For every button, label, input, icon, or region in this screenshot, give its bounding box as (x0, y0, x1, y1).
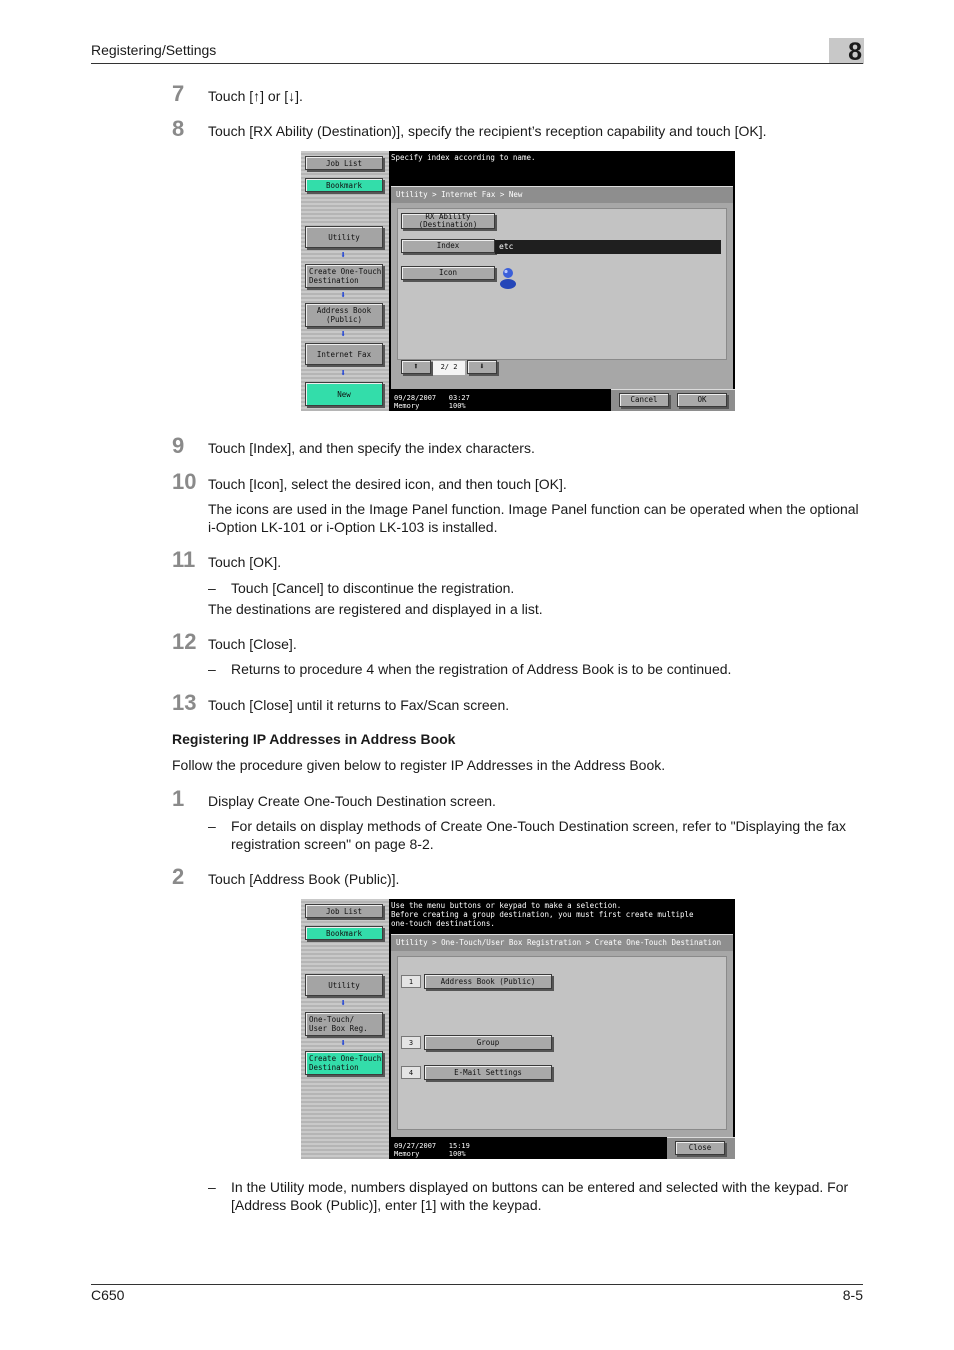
create-dest-button[interactable]: Create One-Touch Destination (305, 264, 383, 288)
chapter-number: 8 (829, 38, 864, 64)
left-panel (301, 151, 389, 411)
header-rule (91, 63, 863, 64)
icon-button[interactable]: Icon (401, 266, 495, 280)
screen-message: Use the menu buttons or keypad to make a selection. Before creating a group destination, you must first create multiple one-touch destinations. (391, 901, 694, 928)
screenshot-index-setting (301, 151, 735, 411)
bookmark-button[interactable]: Bookmark (305, 178, 383, 192)
step-number: 7 (172, 81, 185, 106)
step-text: Touch [Index], and then specify the index characters. (208, 440, 535, 456)
email-settings-button[interactable]: E-Mail Settings (424, 1065, 552, 1080)
step-bullet: – In the Utility mode, numbers displayed on buttons can be entered and selected with the keypad. For [Address Book (Public)], enter [1] with the keypad. (208, 1179, 849, 1213)
index-value-field[interactable]: etc (495, 240, 721, 254)
step-number: 10 (172, 469, 197, 494)
step-text: Touch [Address Book (Public)]. (208, 871, 400, 887)
step-number: 13 (172, 690, 197, 715)
step-text: Touch [Close] until it returns to Fax/Scan screen. (208, 697, 510, 713)
step-number: 11 (172, 547, 196, 572)
index-button[interactable]: Index (401, 239, 495, 253)
item-number: 4 (401, 1066, 421, 1079)
settings-area (397, 208, 727, 360)
step-text: Touch [↑] or [↓]. (208, 88, 303, 104)
rx-ability-button[interactable]: RX Ability (Destination) (401, 213, 495, 229)
up-arrow-button[interactable]: ⬆ (401, 360, 431, 374)
down-arrow-icon: ⬇ (340, 329, 347, 340)
new-button[interactable]: New (305, 382, 383, 406)
step-number: 2 (172, 864, 185, 889)
job-list-button[interactable]: Job List (305, 156, 383, 170)
address-book-public-button[interactable]: Address Book (Public) (424, 974, 552, 989)
breadcrumb: Utility > Internet Fax > New (391, 186, 733, 203)
step-number: 8 (172, 116, 185, 141)
footer-page-number: 8-5 (842, 1287, 863, 1303)
down-arrow-icon: ⬇ (340, 1038, 347, 1049)
utility-button[interactable]: Utility (305, 226, 383, 248)
running-header: Registering/Settings (91, 42, 217, 58)
section-heading: Registering IP Addresses in Address Book (172, 731, 456, 747)
step-text: Touch [Icon], select the desired icon, and then touch [OK]. (208, 476, 567, 492)
person-icon (499, 267, 517, 289)
screenshot-create-destination (301, 899, 735, 1159)
down-arrow-icon: ⬇ (340, 368, 347, 379)
footer-model: C650 (91, 1287, 125, 1303)
close-button[interactable]: Close (675, 1141, 725, 1155)
one-touch-user-box-button[interactable]: One-Touch/ User Box Reg. (305, 1012, 383, 1036)
bookmark-button[interactable]: Bookmark (305, 926, 383, 940)
item-number: 3 (401, 1036, 421, 1049)
step-note: The icons are used in the Image Panel function. Image Panel function can be operated when the optional i-Option LK-101 or i-Option LK-103 is installed. (208, 501, 859, 535)
section-intro: Follow the procedure given below to register IP Addresses in the Address Book. (172, 757, 666, 773)
down-arrow-icon: ⬇ (340, 998, 347, 1009)
step-text: Touch [RX Ability (Destination)], specify the recipient’s reception capability and touch [OK]. (208, 123, 767, 139)
step-number: 1 (172, 786, 185, 811)
utility-button[interactable]: Utility (305, 974, 383, 996)
step-text: Display Create One-Touch Destination screen. (208, 793, 496, 809)
group-button[interactable]: Group (424, 1035, 552, 1050)
status-bar: 09/27/2007 15:19 Memory 100% (391, 1139, 735, 1159)
action-bar (611, 389, 735, 411)
cancel-button[interactable]: Cancel (619, 393, 669, 407)
step-number: 12 (172, 629, 197, 654)
ok-button[interactable]: OK (677, 393, 727, 407)
step-text: Touch [OK]. (208, 554, 282, 570)
main-area (391, 203, 733, 389)
job-list-button[interactable]: Job List (305, 904, 383, 918)
step-bullet: – Touch [Cancel] to discontinue the registration. (208, 580, 515, 596)
menu-area (397, 956, 727, 1130)
item-number: 1 (401, 975, 421, 988)
breadcrumb: Utility > One-Touch/User Box Registration > Create One-Touch Destination (391, 934, 733, 951)
status-bar: 09/28/2007 03:27 Memory 100% (391, 391, 735, 411)
step-bullet: – Returns to procedure 4 when the registration of Address Book is to be continued. (208, 661, 732, 677)
main-area (391, 951, 733, 1137)
internet-fax-button[interactable]: Internet Fax (305, 343, 383, 365)
footer-rule (91, 1284, 863, 1285)
down-arrow-icon: ⬇ (340, 250, 347, 261)
step-text: Touch [Close]. (208, 636, 297, 652)
address-book-public-button[interactable]: Address Book (Public) (305, 303, 383, 327)
step-bullet: – For details on display methods of Create One-Touch Destination screen, refer to "Displaying the fax registration screen" on page 8-2. (208, 818, 847, 852)
page-counter: 2/ 2 (433, 361, 465, 375)
screen-message: Specify index according to name. (391, 153, 536, 162)
action-bar (667, 1137, 735, 1159)
left-panel (301, 899, 389, 1159)
step-number: 9 (172, 433, 185, 458)
down-arrow-icon: ⬇ (340, 290, 347, 301)
down-arrow-button[interactable]: ⬇ (467, 360, 497, 374)
create-dest-button[interactable]: Create One-Touch Destination (305, 1051, 383, 1075)
step-note: The destinations are registered and displayed in a list. (208, 601, 543, 617)
